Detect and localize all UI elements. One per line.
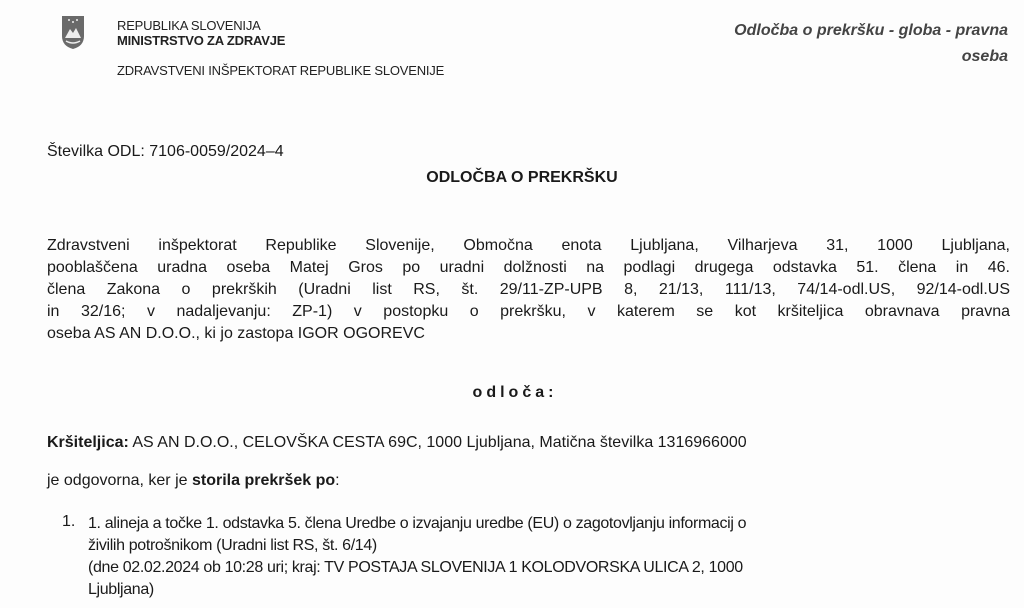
paragraph-line: pooblaščena uradna oseba Matej Gros po uradni dolžnosti na podlagi drugega odstavka 51. člena in 46.	[47, 259, 1010, 276]
paragraph-line: člena Zakona o prekrških (Uradni list RS, št. 29/11-ZP-UPB 8, 21/13, 111/13, 74/14-odl.US, 92/14-odl.US	[47, 281, 1010, 298]
liability-bold: storila prekršek po	[191, 472, 336, 489]
violation-line: živilih potrošnikom (Uradni list RS, št. 6/14)	[88, 537, 377, 554]
header-ministry: MINISTRSTVO ZA ZDRAVJE	[117, 33, 286, 48]
decides-heading: odloča:	[472, 384, 558, 401]
intro-paragraph	[47, 235, 1010, 345]
violation-number: 1.	[62, 513, 76, 530]
offender-line	[47, 434, 747, 452]
coat-of-arms-icon	[60, 14, 86, 50]
offender-value: AS AN D.O.O., CELOVŠKA CESTA 69C, 1000 Ljubljana, Matična številka 1316966000	[128, 434, 747, 451]
paragraph-line: Zdravstveni inšpektorat Republike Slovenije, Območna enota Ljubljana, Vilharjeva 31, 1000 Ljubljana,	[47, 237, 1010, 254]
violation-line: Ljubljana)	[88, 581, 154, 598]
liability-prefix: je odgovorna, ker je	[47, 472, 192, 489]
violation-item	[88, 513, 746, 601]
paragraph-line: oseba AS AN D.O.O., ki jo zastopa IGOR OGOREVC	[47, 325, 425, 342]
liability-suffix: :	[335, 472, 340, 489]
violation-line: 1. alineja a točke 1. odstavka 5. člena Uredbe o izvajanju uredbe (EU) o zagotovljanju informacij o	[88, 515, 747, 532]
document-type-line2: oseba	[961, 48, 1008, 65]
paragraph-line: in 32/16; v nadaljevanju: ZP-1) v postopku o prekršku, v katerem se kot kršiteljica obravnava pravna	[47, 303, 1010, 320]
offender-label: Kršiteljica:	[47, 434, 129, 451]
liability-line	[47, 472, 340, 490]
header-republic: REPUBLIKA SLOVENIJA	[117, 18, 261, 33]
document-title: ODLOČBA O PREKRŠKU	[426, 169, 618, 186]
header-inspectorate: ZDRAVSTVENI INŠPEKTORAT REPUBLIKE SLOVENIJE	[117, 63, 445, 78]
violation-line: (dne 02.02.2024 ob 10:28 uri; kraj: TV POSTAJA SLOVENIJA 1 KOLODVORSKA ULICA 2, 1000	[88, 559, 743, 576]
document-type-line1: Odločba o prekršku - globa - pravna	[734, 22, 1008, 39]
document-number: Številka ODL: 7106-0059/2024–4	[47, 143, 284, 160]
